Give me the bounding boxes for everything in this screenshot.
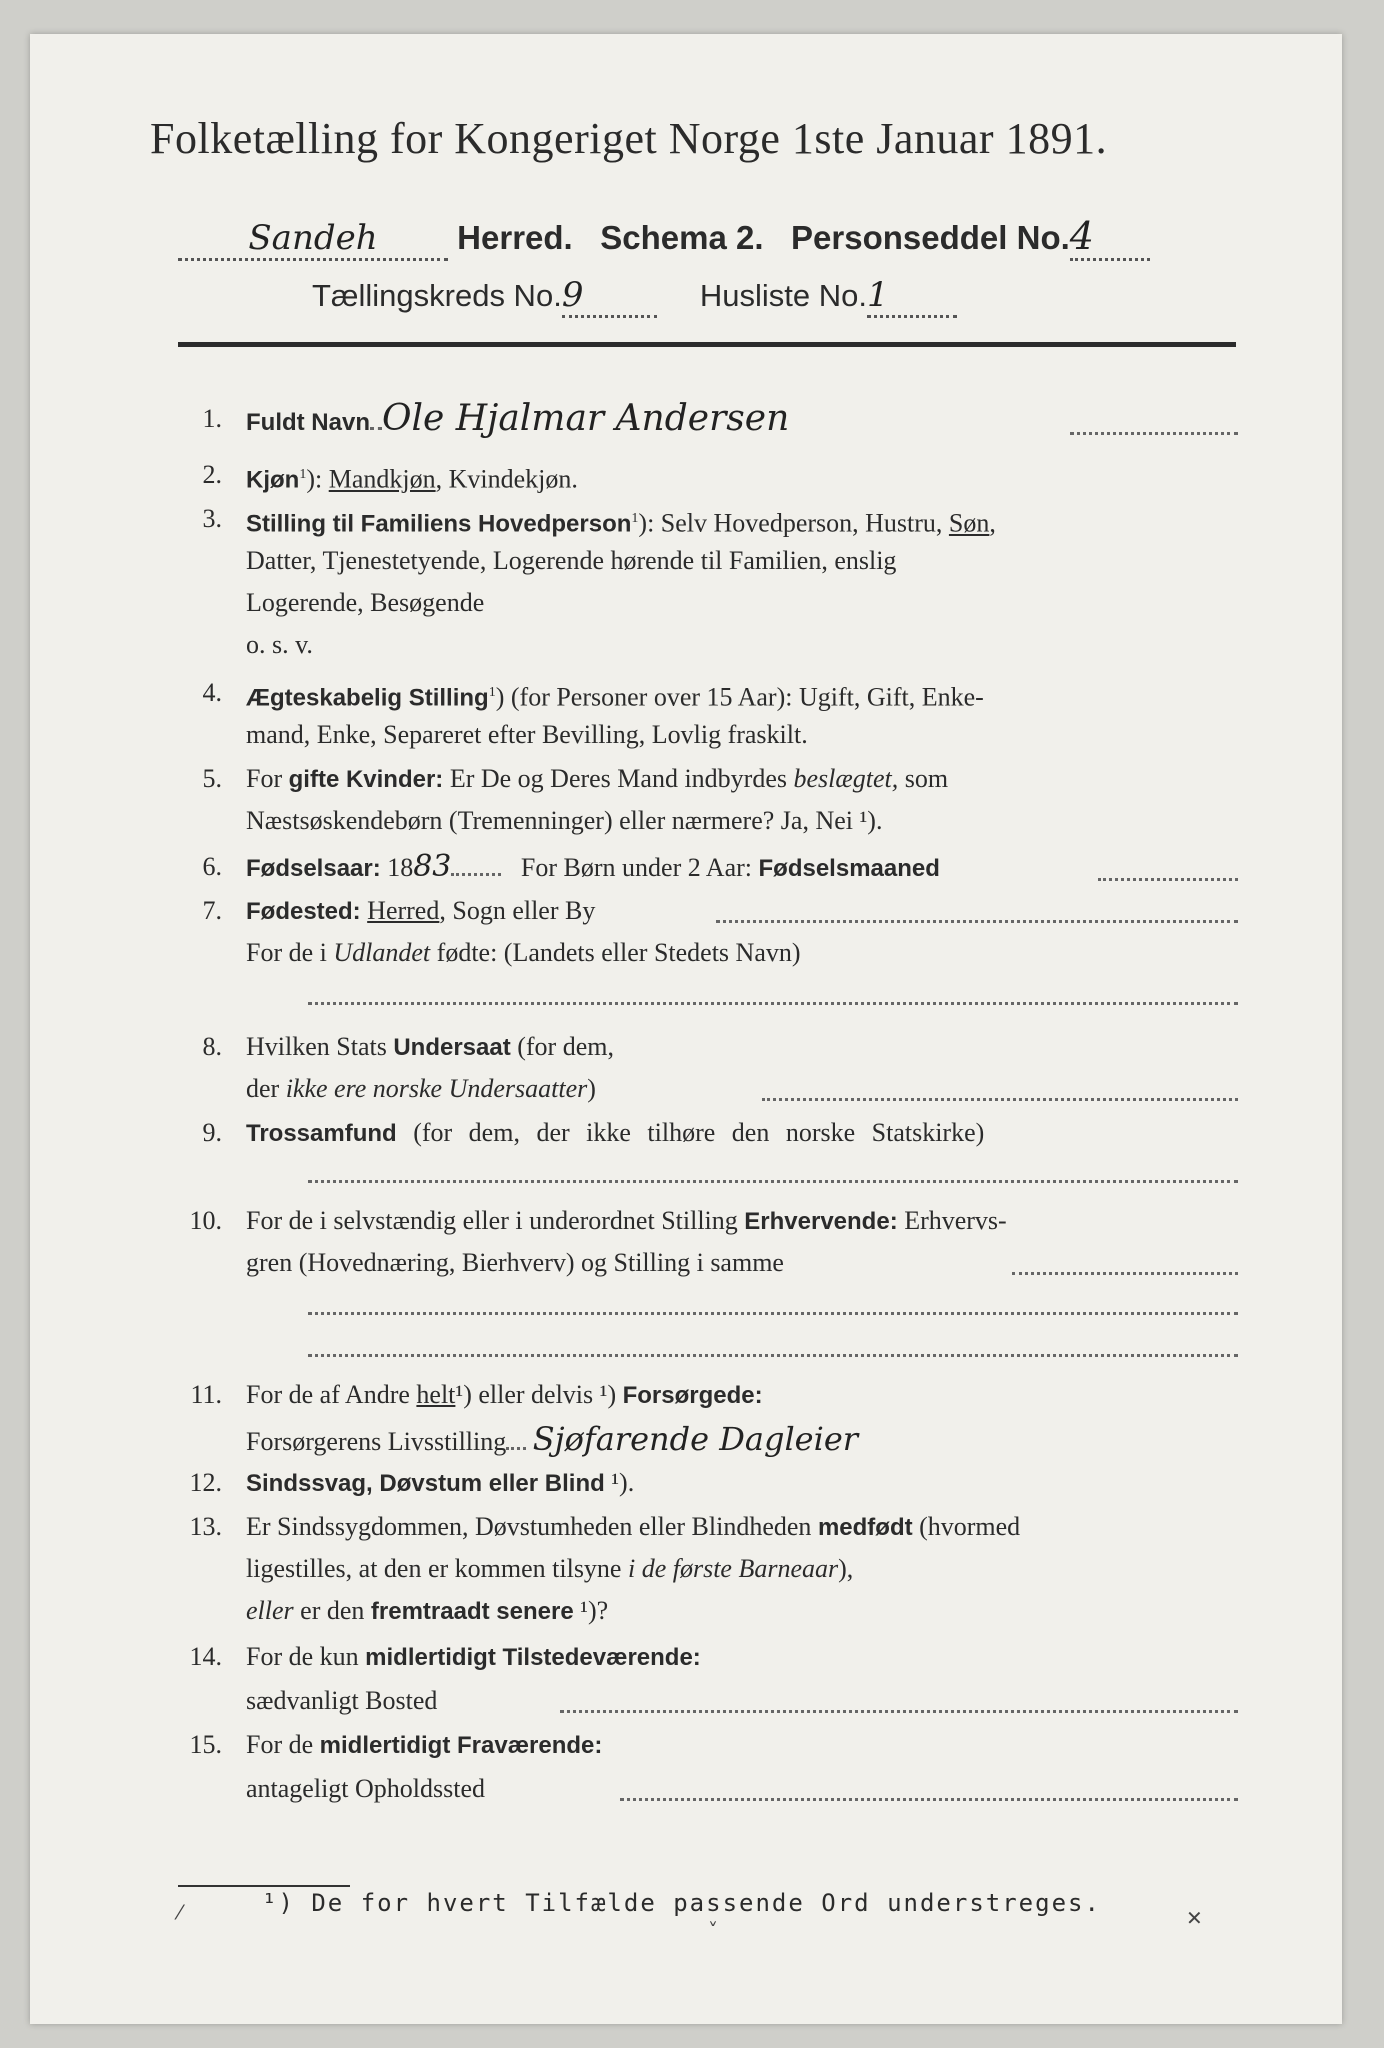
item-number: 3. (202, 504, 222, 533)
birth-year-handwritten: 83 (413, 849, 452, 884)
footnote-ref: 1 (299, 467, 307, 482)
option-son-underlined: Søn (948, 508, 990, 538)
ink-mark: ˅ (708, 1918, 718, 1942)
item-number: 6. (202, 852, 222, 881)
provider-occupation-handwritten: Sjøfarende Dagleier (532, 1420, 859, 1458)
ink-mark: ⁄ (178, 1900, 182, 1924)
footnote: ¹) De for hvert Tilfælde passende Ord understreges. (262, 1889, 1101, 1917)
header-line-herred (178, 214, 1150, 261)
item-number: 1. (202, 404, 222, 433)
dotted-line (1070, 432, 1238, 435)
item-number: 4. (202, 678, 222, 707)
dotted-line (762, 1098, 1238, 1101)
herred-handwritten: Sandeh (248, 218, 378, 258)
item-label: Fuldt Navn (246, 409, 370, 436)
item-label: Fødselsaar: (246, 855, 381, 882)
taellingskreds-number-handwritten: 9 (561, 275, 584, 315)
header-divider (178, 342, 1236, 347)
item-label: Sindssvag, Døvstum eller Blind (246, 1470, 605, 1497)
item-label-fremtraadt-senere: fremtraadt senere (370, 1598, 574, 1625)
dotted-line (308, 1180, 1238, 1183)
item-label: Fødested: (246, 898, 361, 925)
item-number: 9. (202, 1118, 222, 1147)
dotted-line (620, 1798, 1238, 1801)
footnote-divider (178, 1885, 350, 1887)
header-line-taellingskreds (312, 275, 957, 318)
item-number: 15. (189, 1730, 222, 1759)
item-label: Undersaat (393, 1034, 511, 1061)
personseddel-number-handwritten: 4 (1069, 214, 1094, 258)
item-label: Trossamfund (246, 1120, 397, 1147)
husliste-label: Husliste No. (699, 278, 867, 313)
item-number: 12. (189, 1468, 222, 1497)
ink-mark: ✕ (1186, 1906, 1203, 1930)
dotted-line (308, 1312, 1238, 1315)
item-number: 8. (202, 1032, 222, 1061)
full-name-handwritten: Ole Hjalmar Andersen (382, 398, 790, 439)
item-label: midlertidigt Fraværende: (319, 1732, 603, 1759)
husliste-number-handwritten: 1 (867, 275, 889, 315)
item-label: medfødt (817, 1514, 913, 1541)
option-mandkjon-underlined: Mandkjøn (328, 464, 436, 494)
item-label: Kjøn (246, 466, 300, 494)
item-number: 10. (189, 1206, 222, 1235)
item-number: 7. (202, 896, 222, 925)
option-kvindekjon: Kvindekjøn. (448, 464, 578, 494)
item-number: 5. (202, 764, 222, 793)
dotted-line (716, 920, 1238, 923)
dotted-line (308, 1354, 1238, 1357)
taellingskreds-label: Tællingskreds No. (312, 278, 562, 313)
dotted-line (1098, 878, 1238, 881)
item-label: Stilling til Familiens Hovedperson (246, 510, 632, 538)
option-helt-underlined: helt (416, 1380, 456, 1409)
census-form-sheet (30, 34, 1342, 2024)
item-number: 11. (190, 1380, 222, 1409)
dotted-line (560, 1710, 1238, 1713)
item-label: Ægteskabelig Stilling (246, 684, 489, 712)
herred-label: Herred. (457, 219, 573, 256)
item-number: 13. (189, 1512, 222, 1541)
item-label: Erhvervende: (744, 1208, 898, 1235)
item-number: 14. (189, 1642, 222, 1671)
item-label: midlertidigt Tilstedeværende: (365, 1644, 701, 1671)
personseddel-label: Personseddel No. (791, 219, 1070, 256)
dotted-line (1012, 1272, 1238, 1275)
item-label: gifte Kvinder: (288, 766, 444, 793)
item-number: 2. (202, 460, 222, 489)
item-label: Forsørgede: (622, 1382, 763, 1409)
option-herred-underlined: Herred (367, 896, 440, 925)
form-title: Folketælling for Kongeriget Norge 1ste Januar 1891. (150, 114, 1108, 163)
item-label-fodselsmaaned: Fødselsmaaned (758, 855, 940, 882)
schema-label: Schema 2. (600, 219, 764, 256)
dotted-line (308, 1002, 1238, 1005)
